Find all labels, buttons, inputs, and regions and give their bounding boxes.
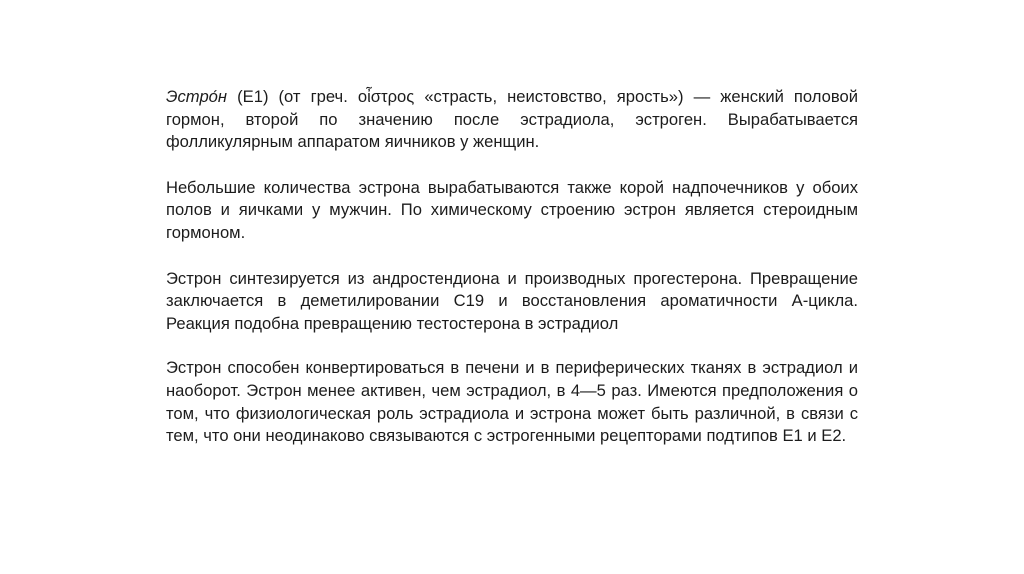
paragraph-estrone-conversion: Эстрон способен конвертироваться в печени и в периферических тканях в эстрадиол и наоборот. Эстрон менее активен, чем эстрадиол, в 4—5 раз. Имеются предположения о том, что физиологическая роль эстрадиола и эстрона может быть различной, в связи с тем, что они неодинаково связываются с эстрогенными рецепторами подтипов E1 и E2. <box>166 358 858 446</box>
paragraph-estrone-synthesis: Эстрон синтезируется из андростендиона и производных прогестерона. Превращение заключается в деметилировании C19 и восстановления ароматичности A-цикла. Реакция подобна превращению тестостерона в эстрадиол <box>166 268 858 333</box>
paragraph-1-text: (E1) (от греч. οἶστρος «страсть, неистовство, ярость») — женский половой гормон, второй по значению после эстрадиола, эстроген. Вырабатывается фолликулярным аппаратом яичников у женщин. <box>166 87 858 152</box>
text-block <box>166 86 858 471</box>
paragraph-estrone-sources: Небольшие количества эстрона вырабатываются также корой надпочечников у обоих полов и яичками у мужчин. По химическому строению эстрон является стероидным гормоном. <box>166 177 858 242</box>
term-estrone: Эстро́н <box>166 87 228 106</box>
paragraph-estrone-definition <box>166 86 858 154</box>
